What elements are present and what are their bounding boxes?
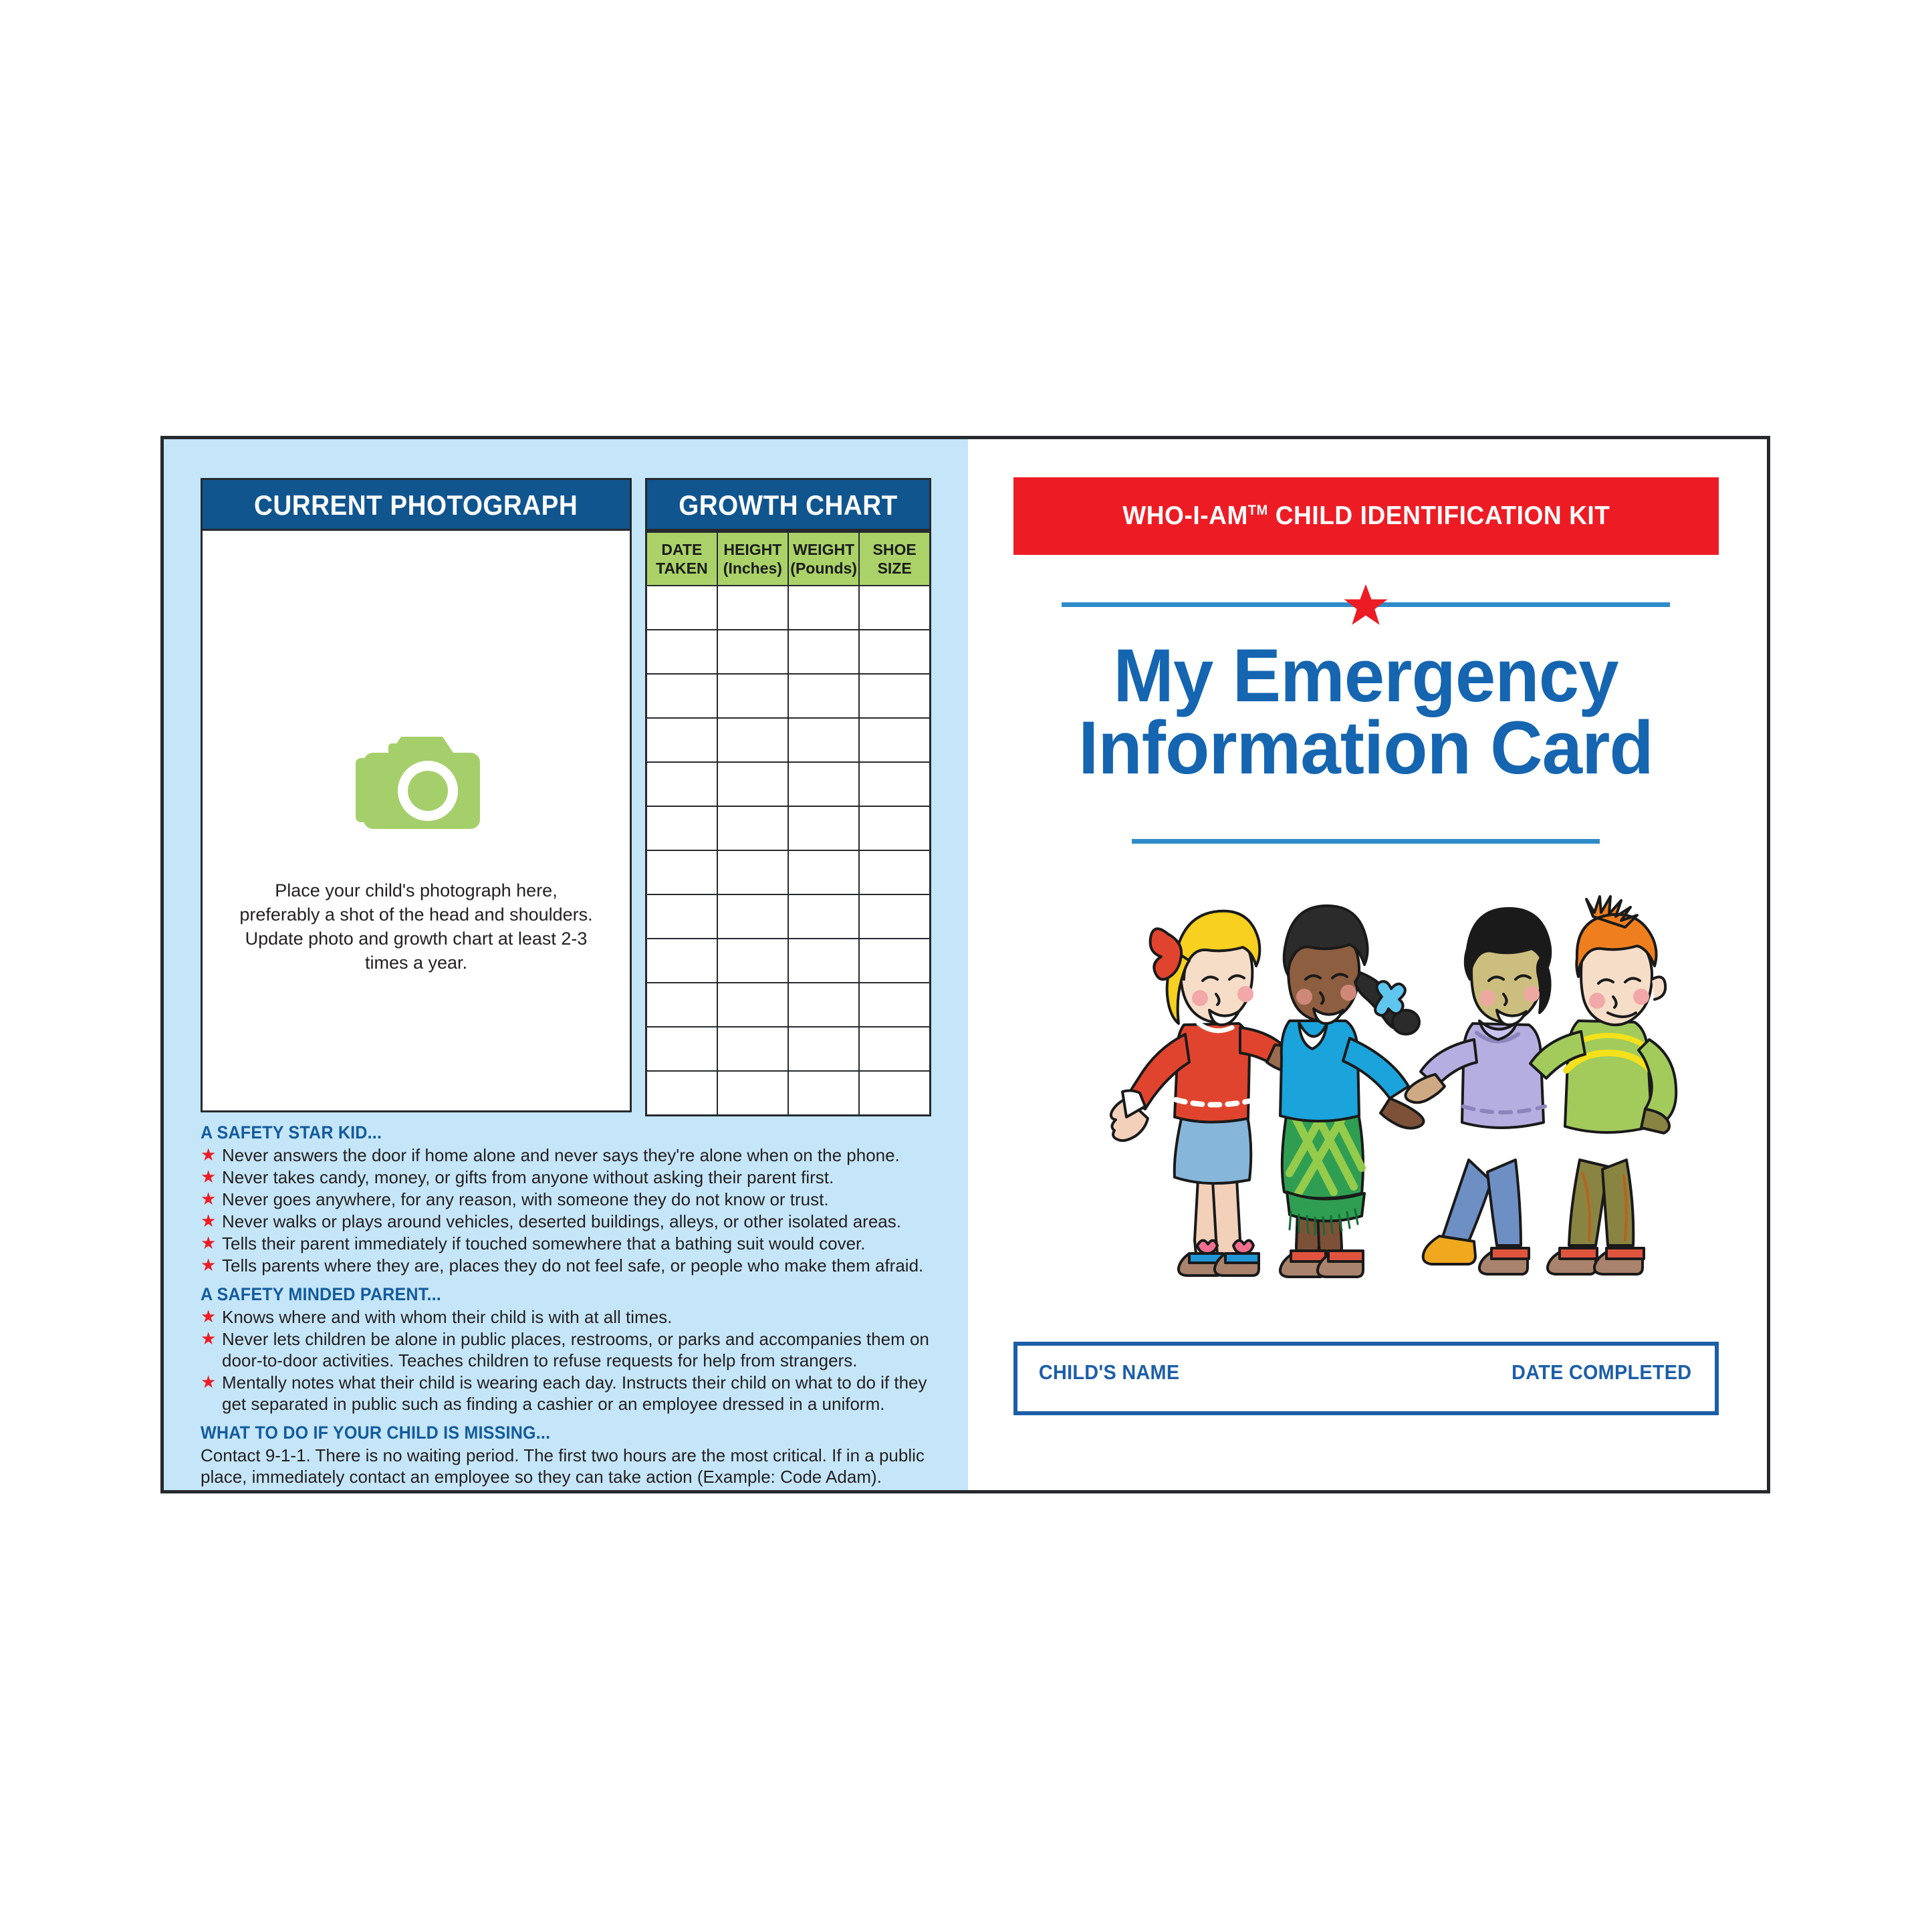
column-weight (788, 532, 859, 586)
star-bullet-icon: ★ (201, 1211, 217, 1231)
growth-chart-cell[interactable] (859, 850, 930, 894)
trademark-icon: TM (1247, 503, 1268, 518)
growth-chart-cell[interactable] (859, 762, 930, 806)
growth-chart-cell[interactable] (717, 939, 788, 983)
growth-chart-row (646, 586, 931, 630)
safety-section-heading (201, 1122, 933, 1143)
card-title-line2: Information Card (1078, 706, 1653, 790)
growth-chart-cell[interactable] (788, 1027, 859, 1071)
safety-bullet-item (201, 1306, 933, 1328)
column-weight-line1: WEIGHT (793, 541, 855, 558)
growth-chart-cell[interactable] (646, 630, 717, 674)
safety-tips-section (201, 1122, 933, 1495)
growth-chart-cell[interactable] (717, 894, 788, 939)
growth-chart-cell[interactable] (717, 762, 788, 806)
growth-chart-cell[interactable] (717, 983, 788, 1027)
growth-chart-cell[interactable] (646, 806, 717, 850)
growth-chart-cell[interactable] (788, 1071, 859, 1116)
star-bullet-icon: ★ (201, 1144, 217, 1165)
rule-left (1062, 602, 1355, 607)
safety-bullet-text: Knows where and with whom their child is with at all times. (222, 1307, 673, 1327)
right-panel (968, 439, 1767, 1490)
column-date-taken-line2: TAKEN (656, 560, 708, 577)
kit-banner-prefix: WHO-I-AM (1122, 501, 1248, 530)
growth-chart-row (646, 1071, 931, 1116)
growth-chart-cell[interactable] (859, 586, 930, 630)
safety-bullet-list (201, 1306, 933, 1415)
safety-section-heading-label: WHAT TO DO IF YOUR CHILD IS MISSING... (201, 1423, 551, 1443)
title-top-rule-row (1062, 602, 1670, 607)
growth-chart-cell[interactable] (646, 586, 717, 630)
safety-bullet-item (201, 1211, 933, 1232)
safety-bullet-item (201, 1189, 933, 1210)
growth-chart-cell[interactable] (788, 983, 859, 1027)
growth-chart-row (646, 762, 931, 806)
rule-right (1376, 602, 1670, 607)
childs-name-date-box[interactable] (1013, 1342, 1719, 1415)
safety-bullet-item (201, 1372, 933, 1415)
star-bullet-icon: ★ (201, 1306, 217, 1326)
date-completed-label: DATE COMPLETED (1512, 1360, 1692, 1384)
star-bullet-icon: ★ (201, 1255, 217, 1275)
growth-chart-cell[interactable] (646, 1027, 717, 1071)
safety-bullet-text: Never answers the door if home alone and never says they're alone when on the phone. (222, 1145, 900, 1165)
growth-chart-cell[interactable] (646, 718, 717, 762)
growth-chart-cell[interactable] (646, 762, 717, 806)
title-bottom-rule (1132, 839, 1600, 844)
growth-chart-row (646, 983, 931, 1027)
growth-chart-cell[interactable] (646, 674, 717, 718)
safety-bullet-item (201, 1255, 933, 1276)
growth-chart-cell[interactable] (646, 983, 717, 1027)
growth-chart-header-label: GROWTH CHART (679, 489, 898, 521)
safety-bullet-item (201, 1167, 933, 1188)
column-height-line1: HEIGHT (723, 541, 782, 558)
growth-chart-header (645, 478, 931, 531)
growth-chart-cell[interactable] (717, 850, 788, 894)
safety-bullet-text: Never takes candy, money, or gifts from anyone without asking their parent first. (222, 1167, 834, 1187)
photo-drop-area[interactable] (201, 531, 632, 1112)
column-shoe-size-line2: SIZE (877, 560, 912, 577)
safety-section-heading (201, 1423, 933, 1443)
growth-chart-cell[interactable] (717, 630, 788, 674)
growth-chart-row (646, 850, 931, 894)
growth-chart-cell[interactable] (788, 762, 859, 806)
column-shoe-size (859, 532, 930, 586)
safety-section-heading-label: A SAFETY MINDED PARENT... (201, 1284, 441, 1304)
safety-bullet-text: Never walks or plays around vehicles, deserted buildings, alleys, or other isolated areas. (222, 1211, 901, 1231)
current-photograph-block (201, 478, 632, 1112)
growth-chart-cell[interactable] (859, 894, 930, 939)
growth-chart-cell[interactable] (646, 850, 717, 894)
childs-name-label: CHILD'S NAME (1038, 1360, 1180, 1384)
growth-chart-body (646, 586, 931, 1116)
growth-chart-cell[interactable] (717, 806, 788, 850)
growth-chart-cell[interactable] (859, 806, 930, 850)
growth-chart-row (646, 1027, 931, 1071)
growth-chart-cell[interactable] (717, 674, 788, 718)
safety-section-body: Contact 9-1-1. There is no waiting period. The first two hours are the most critical. If in a public place, immediately contact an employee so they can take action (Example: Code Adam). (201, 1445, 925, 1487)
current-photograph-header-label: CURRENT PHOTOGRAPH (254, 489, 578, 521)
safety-bullet-item (201, 1233, 933, 1254)
growth-chart-cell[interactable] (717, 1071, 788, 1116)
column-weight-line2: (Pounds) (790, 560, 857, 577)
growth-chart-cell[interactable] (859, 718, 930, 762)
card-title-line1: My Emergency (1113, 634, 1618, 717)
growth-chart-cell[interactable] (859, 1027, 930, 1071)
growth-chart-row (646, 806, 931, 850)
left-panel (164, 439, 968, 1490)
growth-chart-cell[interactable] (717, 586, 788, 630)
growth-chart-block (645, 478, 931, 1116)
growth-chart-row (646, 630, 931, 674)
growth-chart-cell[interactable] (717, 718, 788, 762)
photo-instruction-text: Place your child's photograph here, preferably a shot of the head and shoulders. Update photo and growth chart at least 2-3 times a year. (239, 880, 593, 973)
column-date-taken (646, 532, 717, 586)
column-shoe-size-line1: SHOE (872, 541, 917, 558)
safety-section-heading (201, 1284, 933, 1305)
growth-chart-cell[interactable] (788, 718, 859, 762)
growth-chart-cell[interactable] (646, 939, 717, 983)
growth-chart-cell[interactable] (717, 1027, 788, 1071)
safety-bullet-text: Tells parents where they are, places they do not feel safe, or people who make them afraid. (222, 1255, 924, 1276)
growth-chart-header-row (646, 532, 931, 586)
column-height (717, 532, 788, 586)
growth-chart-cell[interactable] (859, 630, 930, 674)
growth-chart-cell[interactable] (859, 1071, 930, 1116)
growth-chart-cell[interactable] (788, 806, 859, 850)
growth-chart-cell[interactable] (646, 1071, 717, 1116)
safety-bullet-item (201, 1144, 933, 1166)
star-bullet-icon: ★ (201, 1233, 217, 1253)
safety-bullet-text: Tells their parent immediately if touched somewhere that a bathing suit would cover. (222, 1233, 866, 1253)
four-children-illustration (1098, 879, 1727, 1307)
growth-chart-cell[interactable] (788, 586, 859, 630)
card-title (1008, 634, 1723, 790)
growth-chart-row (646, 718, 931, 762)
growth-chart-table (645, 531, 931, 1116)
growth-chart-row (646, 894, 931, 939)
safety-bullet-text: Never goes anywhere, for any reason, with someone they do not know or trust. (222, 1189, 829, 1209)
safety-bullet-item (201, 1328, 933, 1371)
growth-chart-cell[interactable] (859, 983, 930, 1027)
kit-banner-suffix: CHILD IDENTIFICATION KIT (1267, 501, 1610, 530)
star-bullet-icon: ★ (201, 1189, 217, 1209)
growth-chart-row (646, 674, 931, 718)
emergency-information-card (160, 436, 1770, 1493)
growth-chart-cell[interactable] (646, 894, 717, 939)
growth-chart-cell[interactable] (788, 850, 859, 894)
camera-icon (203, 731, 630, 845)
kit-banner-label (1122, 501, 1610, 531)
growth-chart-cell[interactable] (788, 939, 859, 983)
current-photograph-header (201, 478, 632, 531)
safety-bullet-list (201, 1144, 933, 1276)
growth-chart-cell[interactable] (788, 674, 859, 718)
growth-chart-cell[interactable] (788, 630, 859, 674)
growth-chart-cell[interactable] (859, 674, 930, 718)
safety-bullet-text: Never lets children be alone in public places, restrooms, or parks and accompanies them on door-to-door activities. Teaches children to refuse requests for help from strangers. (222, 1329, 929, 1370)
growth-chart-row (646, 939, 931, 983)
column-date-taken-line1: DATE (661, 541, 703, 558)
safety-section-heading-label: A SAFETY STAR KID... (201, 1122, 382, 1142)
kit-banner (1013, 477, 1719, 555)
growth-chart-cell[interactable] (788, 894, 859, 939)
star-bullet-icon: ★ (201, 1372, 217, 1392)
growth-chart-cell[interactable] (859, 939, 930, 983)
star-bullet-icon: ★ (201, 1328, 217, 1348)
star-bullet-icon: ★ (201, 1167, 217, 1187)
column-height-line2: (Inches) (723, 560, 782, 577)
safety-bullet-text: Mentally notes what their child is wearing each day. Instructs their child on what to do if they get separated in public such as finding a cashier or an employee dressed in a uniform. (222, 1372, 927, 1414)
